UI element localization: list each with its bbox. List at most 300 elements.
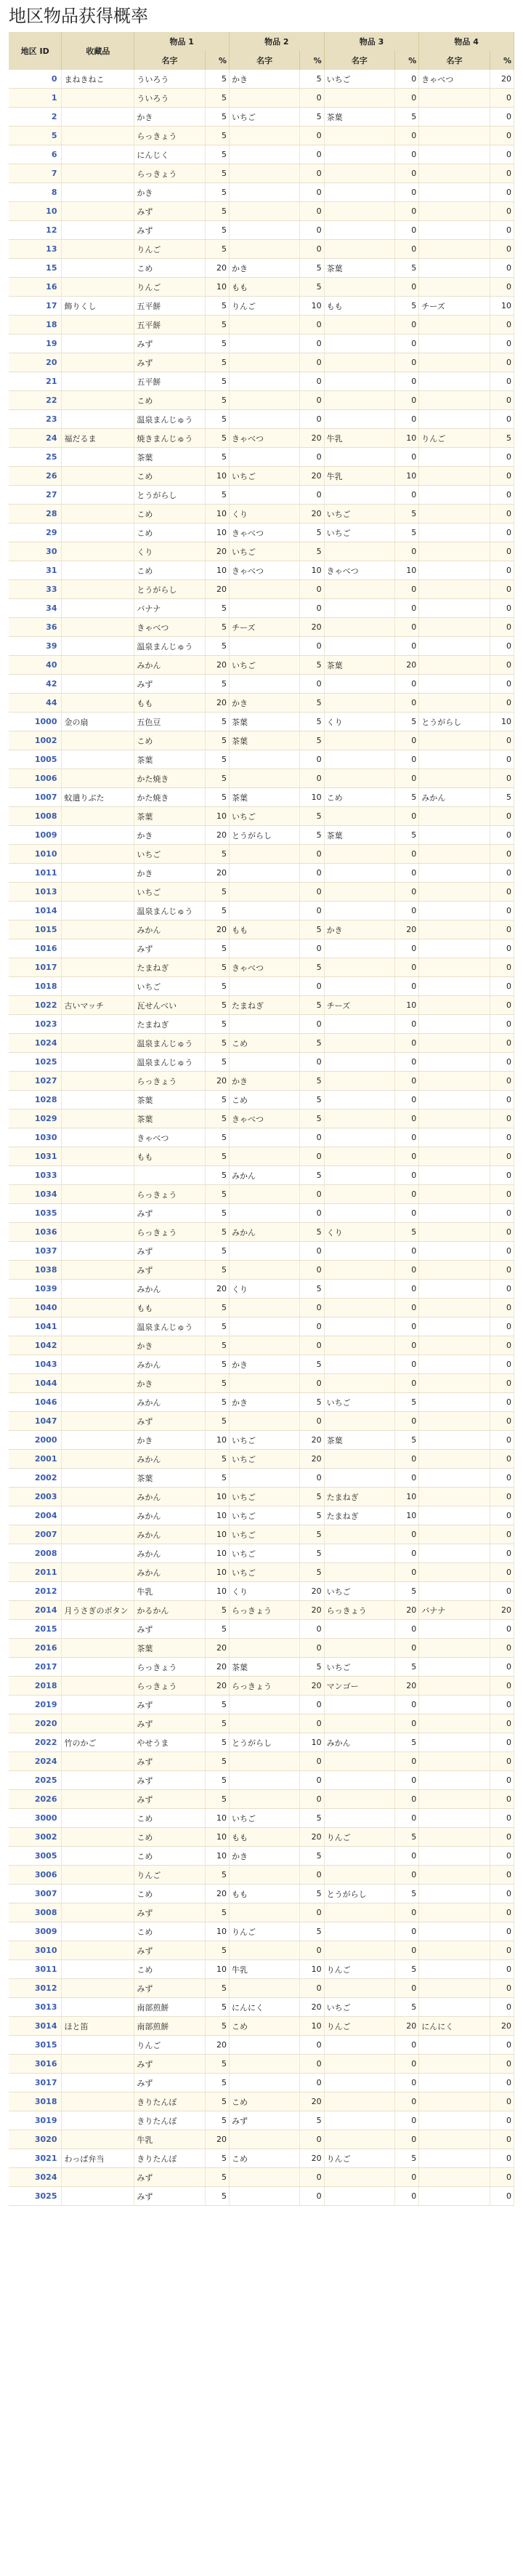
- cell-item-4-pct: 0: [490, 1979, 514, 1998]
- table-row: [9, 1450, 514, 1469]
- header-item-2[interactable]: 物品 2: [230, 32, 325, 51]
- cell-item-4-pct: 0: [490, 1903, 514, 1922]
- cell-item-2-pct: 10: [300, 1733, 324, 1752]
- cell-area-id: 1027: [9, 1072, 62, 1091]
- cell-item-2-name: [230, 977, 300, 996]
- cell-item-4-name: [419, 1582, 490, 1601]
- cell-collectible: [62, 1563, 134, 1582]
- cell-item-2-name: [230, 2168, 300, 2187]
- cell-item-3-name: [324, 1790, 394, 1809]
- cell-item-3-pct: 5: [394, 1393, 418, 1412]
- table-row: [9, 977, 514, 996]
- cell-item-2-name: もも: [230, 278, 300, 297]
- cell-item-3-pct: 0: [394, 2093, 418, 2111]
- cell-item-1-name: みず: [134, 202, 205, 221]
- header-item-1-pct[interactable]: %: [205, 51, 229, 70]
- table-row: [9, 1166, 514, 1185]
- cell-item-1-pct: 5: [205, 2111, 229, 2130]
- cell-item-3-name: [324, 977, 394, 996]
- cell-collectible: [62, 1185, 134, 1204]
- cell-item-3-name: [324, 1714, 394, 1733]
- cell-item-1-name: 茶葉: [134, 1091, 205, 1110]
- cell-item-1-pct: 5: [205, 183, 229, 202]
- cell-item-3-name: [324, 486, 394, 505]
- cell-item-1-name: みず: [134, 939, 205, 958]
- cell-area-id: 25: [9, 448, 62, 467]
- cell-item-4-pct: 0: [490, 883, 514, 902]
- cell-item-1-pct: 5: [205, 1336, 229, 1355]
- cell-item-1-name: みず: [134, 2074, 205, 2093]
- cell-item-4-name: [419, 996, 490, 1015]
- cell-area-id: 40: [9, 656, 62, 675]
- table-row: [9, 1828, 514, 1847]
- cell-item-2-pct: 0: [300, 1469, 324, 1488]
- cell-collectible: まねきねこ: [62, 70, 134, 89]
- cell-area-id: 1008: [9, 807, 62, 826]
- cell-item-4-name: [419, 637, 490, 656]
- cell-item-3-pct: 0: [394, 845, 418, 864]
- cell-item-1-name: ういろう: [134, 89, 205, 108]
- cell-item-4-pct: 0: [490, 2149, 514, 2168]
- page-title: 地区物品获得概率: [9, 6, 148, 26]
- cell-collectible: [62, 1355, 134, 1374]
- cell-item-1-pct: 5: [205, 1166, 229, 1185]
- cell-item-3-pct: 0: [394, 1374, 418, 1393]
- cell-item-4-pct: 0: [490, 2130, 514, 2149]
- cell-item-3-pct: 0: [394, 637, 418, 656]
- cell-item-3-pct: 0: [394, 731, 418, 750]
- cell-item-4-name: [419, 1544, 490, 1563]
- cell-item-2-pct: 5: [300, 1355, 324, 1374]
- cell-area-id: 3020: [9, 2130, 62, 2149]
- cell-item-1-pct: 5: [205, 1941, 229, 1960]
- cell-collectible: [62, 1072, 134, 1091]
- cell-item-4-pct: 0: [490, 1696, 514, 1714]
- cell-item-1-pct: 5: [205, 334, 229, 353]
- cell-item-3-name: [324, 1374, 394, 1393]
- cell-item-1-name: 牛乳: [134, 2130, 205, 2149]
- cell-item-3-pct: 0: [394, 1450, 418, 1469]
- cell-item-4-name: [419, 939, 490, 958]
- cell-item-1-name: 茶葉: [134, 448, 205, 467]
- cell-item-2-name: [230, 486, 300, 505]
- cell-item-3-name: [324, 618, 394, 637]
- cell-item-1-name: みず: [134, 1261, 205, 1280]
- cell-collectible: [62, 845, 134, 864]
- cell-area-id: 39: [9, 637, 62, 656]
- cell-item-2-pct: 0: [300, 902, 324, 920]
- cell-item-1-name: とうがらし: [134, 580, 205, 599]
- cell-item-1-pct: 5: [205, 1317, 229, 1336]
- table-row: [9, 523, 514, 542]
- header-item-2-name[interactable]: 名字: [230, 51, 300, 70]
- cell-item-1-pct: 5: [205, 958, 229, 977]
- table-row: [9, 1733, 514, 1752]
- cell-item-3-pct: 5: [394, 108, 418, 127]
- cell-item-4-pct: 0: [490, 486, 514, 505]
- cell-item-3-pct: 10: [394, 1488, 418, 1506]
- cell-collectible: [62, 1847, 134, 1866]
- cell-item-3-pct: 0: [394, 448, 418, 467]
- header-area-id[interactable]: 地区 ID: [9, 32, 62, 70]
- cell-item-1-pct: 10: [205, 1847, 229, 1866]
- cell-item-2-name: [230, 1204, 300, 1223]
- cell-area-id: 1030: [9, 1128, 62, 1147]
- cell-item-2-name: 茶葉: [230, 788, 300, 807]
- table-row: [9, 240, 514, 259]
- cell-item-2-pct: 0: [300, 580, 324, 599]
- cell-item-2-pct: 0: [300, 1412, 324, 1431]
- cell-item-4-pct: 0: [490, 618, 514, 637]
- cell-item-4-pct: 0: [490, 731, 514, 750]
- cell-item-3-pct: 0: [394, 958, 418, 977]
- cell-item-4-pct: 0: [490, 2055, 514, 2074]
- cell-item-3-name: きゃべつ: [324, 561, 394, 580]
- cell-item-2-pct: 0: [300, 1941, 324, 1960]
- cell-item-3-pct: 0: [394, 1979, 418, 1998]
- cell-area-id: 7: [9, 164, 62, 183]
- cell-item-2-pct: 20: [300, 1677, 324, 1696]
- cell-item-4-pct: 0: [490, 1261, 514, 1280]
- cell-item-3-name: とうがらし: [324, 1885, 394, 1903]
- cell-item-3-pct: 0: [394, 1317, 418, 1336]
- cell-item-4-name: [419, 1280, 490, 1299]
- cell-item-2-name: こめ: [230, 2093, 300, 2111]
- cell-item-3-pct: 0: [394, 372, 418, 391]
- cell-item-1-name: 温泉まんじゅう: [134, 902, 205, 920]
- cell-item-4-pct: 0: [490, 1847, 514, 1866]
- cell-item-1-name: たまねぎ: [134, 1015, 205, 1034]
- cell-item-3-pct: 10: [394, 996, 418, 1015]
- cell-item-3-pct: 0: [394, 316, 418, 334]
- cell-area-id: 3005: [9, 1847, 62, 1866]
- header-item-2-pct[interactable]: %: [300, 51, 324, 70]
- cell-item-1-name: きりたんぽ: [134, 2149, 205, 2168]
- cell-item-1-name: こめ: [134, 1828, 205, 1847]
- cell-item-4-pct: 0: [490, 1771, 514, 1790]
- cell-area-id: 8: [9, 183, 62, 202]
- table-row: [9, 1317, 514, 1336]
- cell-item-2-name: [230, 750, 300, 769]
- cell-item-2-name: くり: [230, 505, 300, 523]
- cell-item-3-pct: 0: [394, 353, 418, 372]
- cell-item-2-pct: 0: [300, 127, 324, 145]
- cell-item-2-name: かき: [230, 1355, 300, 1374]
- cell-item-4-name: [419, 1317, 490, 1336]
- cell-item-1-name: 茶葉: [134, 750, 205, 769]
- cell-item-4-pct: 0: [490, 448, 514, 467]
- cell-item-3-pct: 0: [394, 410, 418, 429]
- cell-item-1-name: 瓦せんべい: [134, 996, 205, 1015]
- cell-collectible: [62, 1280, 134, 1299]
- cell-item-3-name: みかん: [324, 1733, 394, 1752]
- cell-item-2-name: [230, 1374, 300, 1393]
- cell-item-4-pct: 0: [490, 750, 514, 769]
- cell-item-4-name: [419, 183, 490, 202]
- cell-item-4-pct: 0: [490, 2093, 514, 2111]
- cell-item-4-pct: 0: [490, 2074, 514, 2093]
- cell-item-3-pct: 0: [394, 1941, 418, 1960]
- cell-item-4-pct: 20: [490, 2017, 514, 2036]
- cell-item-4-name: [419, 902, 490, 920]
- cell-item-3-pct: 0: [394, 1053, 418, 1072]
- cell-item-4-pct: 0: [490, 1866, 514, 1885]
- cell-item-1-name: みず: [134, 2187, 205, 2206]
- cell-collectible: ほと笛: [62, 2017, 134, 2036]
- cell-item-2-pct: 0: [300, 1128, 324, 1147]
- cell-item-4-name: [419, 410, 490, 429]
- cell-item-3-pct: 0: [394, 1128, 418, 1147]
- cell-item-1-pct: 10: [205, 523, 229, 542]
- cell-item-3-name: [324, 1903, 394, 1922]
- cell-item-1-pct: 20: [205, 2036, 229, 2055]
- cell-collectible: [62, 580, 134, 599]
- cell-item-4-pct: 0: [490, 1166, 514, 1185]
- cell-item-1-name: ういろう: [134, 70, 205, 89]
- cell-item-2-name: [230, 1412, 300, 1431]
- cell-item-4-name: [419, 278, 490, 297]
- header-item-3[interactable]: 物品 3: [324, 32, 419, 51]
- cell-item-4-pct: 0: [490, 89, 514, 108]
- cell-item-3-name: [324, 902, 394, 920]
- cell-item-4-pct: 0: [490, 1658, 514, 1677]
- cell-item-3-name: 茶葉: [324, 826, 394, 845]
- cell-item-4-pct: 0: [490, 920, 514, 939]
- cell-item-2-name: [230, 391, 300, 410]
- cell-item-4-name: [419, 1563, 490, 1582]
- cell-collectible: [62, 1885, 134, 1903]
- cell-item-1-pct: 5: [205, 145, 229, 164]
- table-row: [9, 675, 514, 694]
- cell-item-2-name: チーズ: [230, 618, 300, 637]
- cell-item-4-pct: 0: [490, 958, 514, 977]
- cell-item-3-pct: 0: [394, 2036, 418, 2055]
- cell-item-1-pct: 10: [205, 1960, 229, 1979]
- cell-collectible: [62, 2074, 134, 2093]
- cell-item-4-pct: 5: [490, 788, 514, 807]
- cell-item-2-pct: 0: [300, 1790, 324, 1809]
- cell-area-id: 1015: [9, 920, 62, 939]
- cell-item-3-name: [324, 316, 394, 334]
- cell-item-1-pct: 5: [205, 1261, 229, 1280]
- cell-item-3-pct: 20: [394, 2017, 418, 2036]
- cell-item-4-name: [419, 1336, 490, 1355]
- cell-collectible: わっぱ弁当: [62, 2149, 134, 2168]
- header-item-4-pct[interactable]: %: [490, 51, 514, 70]
- cell-item-2-pct: 10: [300, 788, 324, 807]
- cell-item-4-name: [419, 2111, 490, 2130]
- table-row: [9, 1998, 514, 2017]
- cell-collectible: [62, 675, 134, 694]
- cell-item-1-pct: 10: [205, 1582, 229, 1601]
- cell-item-3-name: いちご: [324, 1658, 394, 1677]
- cell-item-1-name: 茶葉: [134, 807, 205, 826]
- cell-item-4-name: [419, 1639, 490, 1658]
- header-item-3-name[interactable]: 名字: [324, 51, 394, 70]
- cell-area-id: 2007: [9, 1525, 62, 1544]
- cell-item-4-name: [419, 561, 490, 580]
- cell-collectible: [62, 2168, 134, 2187]
- cell-collectible: [62, 731, 134, 750]
- cell-item-3-pct: 0: [394, 1166, 418, 1185]
- cell-collectible: [62, 467, 134, 486]
- cell-item-3-name: [324, 89, 394, 108]
- cell-item-2-pct: 0: [300, 240, 324, 259]
- cell-item-1-pct: 5: [205, 1714, 229, 1733]
- cell-item-1-name: こめ: [134, 1885, 205, 1903]
- cell-item-1-name: みず: [134, 1903, 205, 1922]
- cell-item-3-name: [324, 2111, 394, 2130]
- cell-area-id: 44: [9, 694, 62, 713]
- cell-item-4-name: [419, 1072, 490, 1091]
- cell-item-4-name: [419, 1922, 490, 1941]
- cell-item-1-pct: 5: [205, 996, 229, 1015]
- cell-item-4-name: [419, 542, 490, 561]
- cell-item-3-pct: 0: [394, 675, 418, 694]
- cell-item-4-name: [419, 883, 490, 902]
- header-item-4[interactable]: 物品 4: [419, 32, 514, 51]
- table-row: [9, 1299, 514, 1317]
- cell-item-2-name: らっきょう: [230, 1601, 300, 1620]
- cell-item-3-name: [324, 1450, 394, 1469]
- cell-area-id: 1024: [9, 1034, 62, 1053]
- cell-item-3-pct: 0: [394, 1563, 418, 1582]
- cell-item-4-pct: 0: [490, 769, 514, 788]
- cell-item-2-name: もも: [230, 1828, 300, 1847]
- table-row: [9, 505, 514, 523]
- cell-item-4-name: [419, 731, 490, 750]
- cell-item-2-name: [230, 1620, 300, 1639]
- cell-item-4-pct: 0: [490, 1412, 514, 1431]
- cell-item-1-pct: 5: [205, 618, 229, 637]
- cell-item-1-name: みかん: [134, 656, 205, 675]
- cell-collectible: [62, 826, 134, 845]
- cell-area-id: 3024: [9, 2168, 62, 2187]
- table-row: [9, 1034, 514, 1053]
- header-item-1-name[interactable]: 名字: [134, 51, 205, 70]
- cell-collectible: [62, 1979, 134, 1998]
- cell-area-id: 1011: [9, 864, 62, 883]
- cell-item-4-pct: 0: [490, 1677, 514, 1696]
- cell-item-2-name: もも: [230, 1885, 300, 1903]
- cell-collectible: [62, 1941, 134, 1960]
- cell-item-2-pct: 5: [300, 1166, 324, 1185]
- cell-area-id: 2022: [9, 1733, 62, 1752]
- cell-item-2-pct: 0: [300, 89, 324, 108]
- cell-area-id: 1002: [9, 731, 62, 750]
- cell-item-1-name: 五色豆: [134, 713, 205, 731]
- cell-item-2-pct: 0: [300, 1336, 324, 1355]
- cell-item-4-name: [419, 316, 490, 334]
- cell-item-3-pct: 0: [394, 2074, 418, 2093]
- cell-item-4-name: [419, 845, 490, 864]
- cell-area-id: 1036: [9, 1223, 62, 1242]
- cell-item-3-pct: 0: [394, 1639, 418, 1658]
- cell-item-1-pct: 5: [205, 297, 229, 316]
- cell-item-2-pct: 5: [300, 1563, 324, 1582]
- cell-collectible: [62, 1960, 134, 1979]
- cell-item-3-pct: 0: [394, 1280, 418, 1299]
- cell-item-4-name: [419, 1431, 490, 1450]
- cell-item-3-name: [324, 2055, 394, 2074]
- cell-item-2-name: [230, 599, 300, 618]
- cell-item-1-name: 温泉まんじゅう: [134, 410, 205, 429]
- cell-item-1-name: 茶葉: [134, 1639, 205, 1658]
- cell-collectible: [62, 1110, 134, 1128]
- cell-item-3-pct: 5: [394, 297, 418, 316]
- cell-collectible: [62, 202, 134, 221]
- table-row: [9, 1374, 514, 1393]
- cell-area-id: 1037: [9, 1242, 62, 1261]
- cell-item-4-name: [419, 1488, 490, 1506]
- cell-item-2-pct: 0: [300, 769, 324, 788]
- cell-item-1-name: みかん: [134, 1450, 205, 1469]
- table-row: [9, 1015, 514, 1034]
- cell-item-1-name: こめ: [134, 731, 205, 750]
- cell-item-1-pct: 5: [205, 1242, 229, 1261]
- cell-item-1-pct: 20: [205, 1639, 229, 1658]
- cell-item-4-name: [419, 826, 490, 845]
- cell-collectible: [62, 1261, 134, 1280]
- cell-item-1-name: いちご: [134, 883, 205, 902]
- cell-item-4-name: [419, 2149, 490, 2168]
- cell-item-2-pct: 0: [300, 2168, 324, 2187]
- cell-item-1-pct: 20: [205, 1072, 229, 1091]
- table-row: [9, 448, 514, 467]
- header-item-4-name[interactable]: 名字: [419, 51, 490, 70]
- cell-item-2-pct: 0: [300, 1771, 324, 1790]
- cell-collectible: [62, 1922, 134, 1941]
- cell-item-4-name: [419, 1166, 490, 1185]
- cell-item-2-name: [230, 145, 300, 164]
- cell-item-3-pct: 20: [394, 920, 418, 939]
- cell-item-2-name: いちご: [230, 656, 300, 675]
- cell-item-4-pct: 0: [490, 221, 514, 240]
- cell-item-2-name: [230, 883, 300, 902]
- cell-item-4-name: [419, 2187, 490, 2206]
- cell-item-4-name: [419, 372, 490, 391]
- cell-item-4-pct: 0: [490, 278, 514, 297]
- cell-item-1-pct: 5: [205, 164, 229, 183]
- cell-item-2-name: [230, 448, 300, 467]
- cell-item-2-name: [230, 637, 300, 656]
- cell-collectible: [62, 1469, 134, 1488]
- cell-item-3-name: [324, 883, 394, 902]
- header-collectible[interactable]: 收藏品: [62, 32, 134, 70]
- header-item-1[interactable]: 物品 1: [134, 32, 230, 51]
- cell-collectible: [62, 2055, 134, 2074]
- cell-item-2-pct: 5: [300, 2111, 324, 2130]
- cell-item-2-name: 茶葉: [230, 1658, 300, 1677]
- table-row: [9, 70, 514, 89]
- cell-collectible: [62, 1450, 134, 1469]
- cell-item-2-name: かき: [230, 259, 300, 278]
- cell-item-3-name: [324, 675, 394, 694]
- cell-item-1-pct: 5: [205, 2055, 229, 2074]
- header-item-3-pct[interactable]: %: [394, 51, 418, 70]
- cell-item-3-name: [324, 1091, 394, 1110]
- cell-item-4-pct: 0: [490, 1223, 514, 1242]
- cell-item-4-name: [419, 1771, 490, 1790]
- table-row: [9, 1601, 514, 1620]
- cell-collectible: [62, 505, 134, 523]
- cell-item-3-name: [324, 1185, 394, 1204]
- cell-item-1-pct: 20: [205, 656, 229, 675]
- cell-item-3-pct: 0: [394, 89, 418, 108]
- table-row: [9, 1204, 514, 1223]
- cell-item-4-name: [419, 1885, 490, 1903]
- cell-item-3-name: [324, 334, 394, 353]
